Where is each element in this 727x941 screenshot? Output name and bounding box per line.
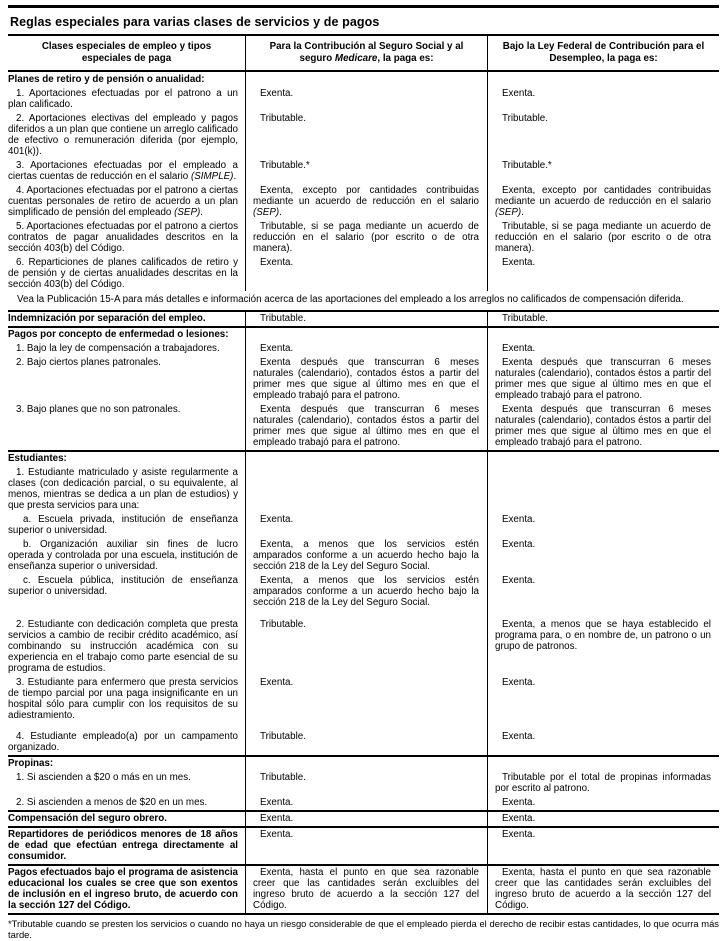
social-security-medicare-cell: Tributable. [245, 722, 487, 755]
row-label: 2. Bajo ciertos planes patronales. [16, 357, 161, 368]
row-label: Pagos por concepto de enfermedad o lesiones: [8, 329, 229, 340]
table-header-row [8, 36, 719, 72]
table-section [8, 310, 719, 326]
row-label: c. Escuela pública, institución de enseñanza superior o universidad. [8, 575, 238, 597]
futa-cell: Exenta. [487, 538, 719, 574]
row-label: Planes de retiro y de pensión o anualidad: [8, 73, 205, 85]
table-row [8, 255, 719, 291]
futa-cell: Exenta, hasta el punto en que sea razonable creer que las cantidades serán excluibles del ingreso bruto de acuerdo a la sección 127 del Código. [487, 866, 719, 913]
social-security-medicare-cell: Exenta. [245, 828, 487, 864]
row-label: 6. Reparticiones de planes calificados de retiro y de pensión y de ciertas anualidades descritas en la sección 403(b) del Código. [8, 256, 238, 290]
table-row [8, 86, 719, 111]
social-security-medicare-cell [245, 452, 487, 466]
social-security-medicare-cell [245, 72, 487, 86]
top-rule [8, 5, 719, 8]
table-section [8, 72, 719, 310]
page-title: Reglas especiales para varias clases de servicios y de pagos [10, 15, 380, 29]
futa-cell: Exenta. [487, 812, 719, 826]
social-security-medicare-cell: Exenta, hasta el punto en que sea razonable creer que las cantidades serán excluibles del ingreso bruto de acuerdo a la sección 127 del Código. [245, 866, 487, 913]
table-body [8, 72, 719, 915]
table-row [8, 356, 719, 403]
futa-cell: Exenta, a menos que se haya establecido el programa para, o en nombre de, un patrono o un grupo de patronos. [487, 610, 719, 676]
social-security-medicare-cell: Exenta. [245, 342, 487, 356]
table-row [8, 219, 719, 255]
column-header-social-security-medicare: Para la Contribución al Seguro Social y al seguro Medicare, la paga es: [245, 36, 487, 70]
futa-cell: Tributable por el total de propinas informadas por escrito al patrono. [487, 771, 719, 796]
social-security-medicare-cell: Exenta, excepto por cantidades contribuidas mediante un acuerdo de reducción en el salario (SEP). [245, 183, 487, 219]
futa-cell: Exenta. [487, 513, 719, 538]
table-section [8, 864, 719, 913]
social-security-medicare-cell: Exenta. [245, 513, 487, 538]
row-label: 1. Bajo la ley de compensación a trabajadores. [16, 343, 220, 354]
table-row [8, 828, 719, 864]
row-label: 3. Aportaciones efectuadas por el empleado a ciertas cuentas de reducción en el salario (SIMPLE). [8, 159, 238, 182]
futa-cell: Exenta después que transcurran 6 meses naturales (calendario), contados éstos a partir del primer mes que sigue al último mes en que el empleado trabajó para el patrono. [487, 356, 719, 403]
table-row [8, 342, 719, 356]
row-label: a. Escuela privada, institución de enseñanza superior o universidad. [8, 514, 238, 536]
row-label: 2. Si ascienden a menos de $20 en un mes. [16, 797, 208, 808]
table-row [8, 757, 719, 771]
table-row [8, 403, 719, 450]
social-security-medicare-cell: Exenta después que transcurran 6 meses naturales (calendario), contados éstos a partir del primer mes que sigue al último mes en que el empleado trabajó para el patrono. [245, 356, 487, 403]
row-label: 5. Aportaciones efectuadas por el patrono a ciertos contratos de pagar anualidades descritos en la sección 403(b) del Código. [8, 220, 238, 254]
column-header-employment-classes: Clases especiales de empleo y tipos especiales de paga [41, 41, 212, 64]
futa-cell: Exenta. [487, 574, 719, 610]
table-section [8, 810, 719, 826]
table-section [8, 326, 719, 450]
futa-cell [487, 452, 719, 466]
row-label: 1. Aportaciones efectuadas por el patrono a un plan calificado. [8, 87, 238, 110]
table-row [8, 866, 719, 913]
futa-cell: Exenta después que transcurran 6 meses naturales (calendario), contados éstos a partir del primer mes que sigue al último mes en que el empleado trabajó para el patrono. [487, 403, 719, 450]
table-row [8, 466, 719, 513]
social-security-medicare-cell: Exenta. [245, 86, 487, 111]
table-row [8, 72, 719, 86]
row-label: 4. Aportaciones efectuadas por el patrono a ciertas cuentas personales de retiro de acuerdo a un plan simplificado de pensión del empleado (SEP). [8, 184, 238, 218]
futa-cell: Tributable. [487, 312, 719, 326]
social-security-medicare-cell: Exenta. [245, 812, 487, 826]
social-security-medicare-cell: Tributable. [245, 312, 487, 326]
table-row [8, 574, 719, 610]
table-section [8, 450, 719, 755]
row-label: Indemnización por separación del empleo. [8, 313, 206, 324]
table-row [8, 812, 719, 826]
social-security-medicare-cell [245, 328, 487, 342]
row-label: 1. Si ascienden a $20 o más en un mes. [16, 772, 191, 783]
social-security-medicare-cell: Tributable, si se paga mediante un acuerdo de reducción en el salario (por escrito o de otra manera). [245, 219, 487, 255]
futa-cell: Exenta. [487, 722, 719, 755]
social-security-medicare-cell [245, 757, 487, 771]
row-label: Pagos efectuados bajo el programa de asistencia educacional los cuales se cree que son exentos de inclusión en el ingreso bruto, de acuerdo con la sección 127 del Código. [8, 867, 238, 911]
social-security-medicare-cell: Exenta, a menos que los servicios estén amparados conforme a un acuerdo hecho bajo la sección 218 de la Ley del Seguro Social. [245, 574, 487, 610]
social-security-medicare-cell: Exenta después que transcurran 6 meses naturales (calendario), contados éstos a partir del primer mes que sigue al último mes en que el empleado trabajó para el patrono. [245, 403, 487, 450]
row-label: Repartidores de periódicos menores de 18 años de edad que efectúan entrega directamente al consumidor. [8, 829, 238, 862]
futa-cell: Exenta. [487, 255, 719, 291]
social-security-medicare-cell [245, 466, 487, 513]
row-label: Propinas: [8, 758, 54, 769]
row-label: 4. Estudiante empleado(a) por un campamento organizado. [8, 731, 238, 753]
social-security-medicare-cell: Exenta. [245, 675, 487, 722]
table-row [8, 312, 719, 326]
social-security-medicare-cell: Exenta, a menos que los servicios estén amparados conforme a un acuerdo hecho bajo la sección 218 de la Ley del Seguro Social. [245, 538, 487, 574]
column-header-futa: Bajo la Ley Federal de Contribución para el Desempleo, la paga es: [487, 36, 719, 70]
row-label: 3. Estudiante para enfermero que presta servicios de tiempo parcial por una paga insignificante en un hospital sólo para cumplir con los requisitos de su adiestramiento. [8, 676, 238, 721]
footnote: *Tributable cuando se presten los servicios o cuando no haya un riesgo considerable de que el empleado pierda el derecho de recibir estas cantidades, lo que ocurra más tarde. [8, 917, 719, 940]
futa-cell [487, 328, 719, 342]
table-row [8, 771, 719, 796]
table-row [8, 328, 719, 342]
row-label: 3. Bajo planes que no son patronales. [16, 404, 181, 415]
table-row [8, 513, 719, 538]
table-row [8, 722, 719, 755]
table-section [8, 826, 719, 864]
futa-cell [487, 757, 719, 771]
row-label: 2. Estudiante con dedicación completa que presta servicios a cambio de recibir crédito académico, así combinando su instrucción académica con su experiencia en el trabajo como parte esencial de su programa de estudios. [8, 618, 238, 674]
futa-cell: Tributable. [487, 111, 719, 158]
futa-cell: Exenta, excepto por cantidades contribuidas mediante un acuerdo de reducción en el salario (SEP). [487, 183, 719, 219]
table-section [8, 755, 719, 810]
row-label: 2. Aportaciones electivas del empleado y pagos diferidos a un plan que contiene un arreglo calificado de efectivo o remuneración diferida (por ejemplo, 401(k)). [8, 112, 238, 157]
table-row [8, 452, 719, 466]
social-security-medicare-cell: Tributable.* [245, 158, 487, 183]
row-label: 1. Estudiante matriculado y asiste regularmente a clases (con dedicación parcial, o su equivalente, al menos, mientras se dedica a un plan de estudios) y que presta servicios para una: [8, 467, 238, 511]
futa-cell [487, 72, 719, 86]
table-row [8, 675, 719, 722]
futa-cell: Exenta. [487, 828, 719, 864]
social-security-medicare-cell: Tributable. [245, 610, 487, 676]
table-row [8, 158, 719, 183]
section-note: Vea la Publicación 15-A para más detalles e información acerca de las aportaciones del empleado a los arreglos no calificados de compensación diferida. [17, 294, 684, 305]
row-label: Estudiantes: [8, 453, 67, 464]
futa-cell: Exenta. [487, 342, 719, 356]
social-security-medicare-cell: Exenta. [245, 255, 487, 291]
table-row [8, 183, 719, 219]
row-label: b. Organización auxiliar sin fines de lucro operada y controlada por una escuela, institución de enseñanza superior o universidad. [8, 539, 238, 572]
futa-cell: Exenta. [487, 796, 719, 810]
social-security-medicare-cell: Exenta. [245, 796, 487, 810]
table-row [8, 111, 719, 158]
futa-cell: Tributable, si se paga mediante un acuerdo de reducción en el salario (por escrito o de otra manera). [487, 219, 719, 255]
row-label: Compensación del seguro obrero. [8, 813, 167, 824]
futa-cell: Exenta. [487, 86, 719, 111]
social-security-medicare-cell: Tributable. [245, 111, 487, 158]
social-security-medicare-cell: Tributable. [245, 771, 487, 796]
table-row [8, 610, 719, 676]
table-row [8, 538, 719, 574]
futa-cell: Exenta. [487, 675, 719, 722]
futa-cell: Tributable.* [487, 158, 719, 183]
table-row [8, 796, 719, 810]
futa-cell [487, 466, 719, 513]
